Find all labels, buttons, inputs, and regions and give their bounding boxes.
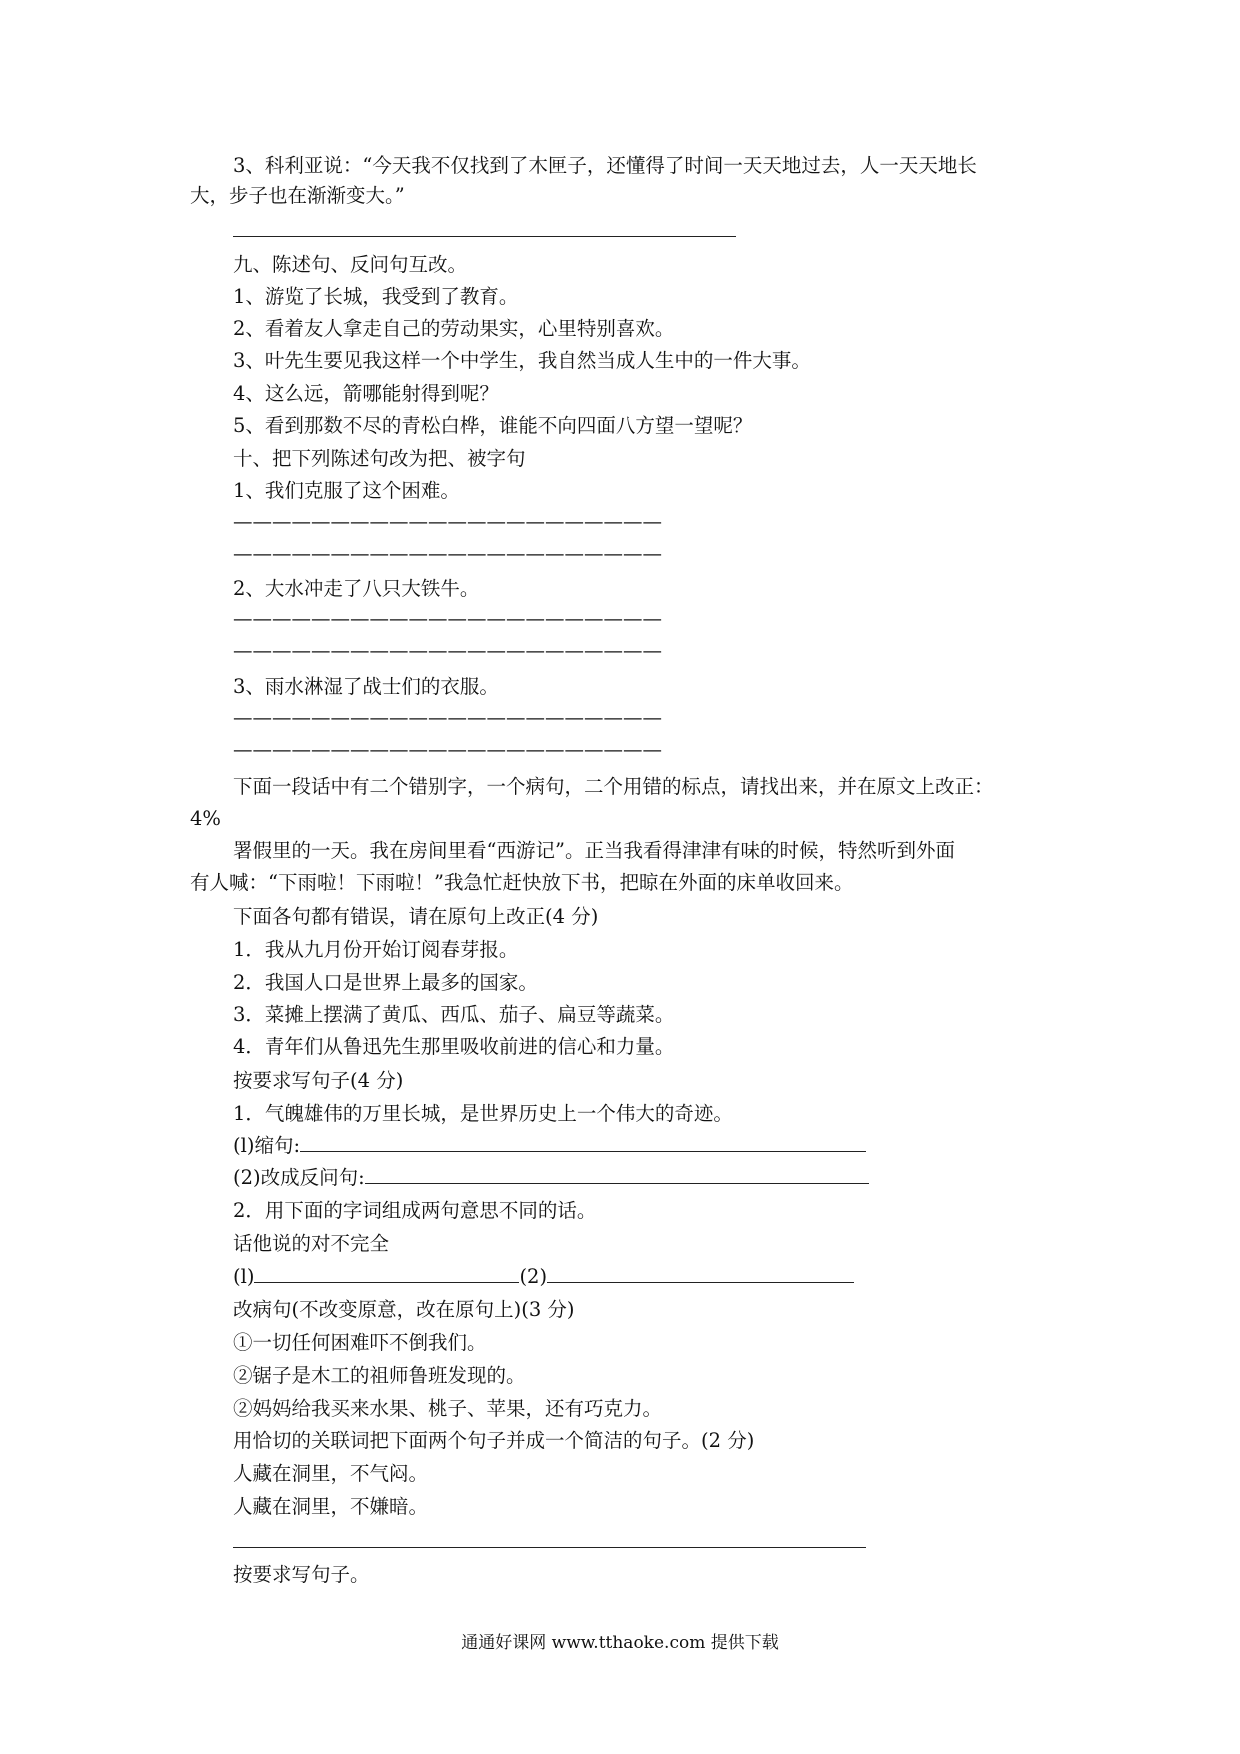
answer-line <box>300 1133 866 1152</box>
answer-line <box>365 1165 869 1184</box>
two-blanks <box>233 1264 854 1290</box>
q3-quote-line1: 3、科利亚说：“今天我不仅找到了木匣子，还懂得了时间一天天地过去，人一天天地长 <box>233 154 977 177</box>
connect-sentence: 人藏在洞里，不气闷。 <box>233 1462 429 1485</box>
sick-sentences-title: 改病句(不改变原意，改在原句上)(3 分) <box>233 1298 575 1321</box>
section9-item: 2、看着友人拿走自己的劳动果实，心里特别喜欢。 <box>233 317 675 340</box>
rhetorical-prompt <box>233 1165 869 1191</box>
fix-sentences-item: 3．菜摊上摆满了黄瓜、西瓜、茄子、扁豆等蔬菜。 <box>233 1003 675 1026</box>
connect-sentence: 人藏在洞里，不嫌暗。 <box>233 1495 429 1518</box>
connect-task-title: 用恰切的关联词把下面两个句子并成一个简洁的句子。(2 分) <box>233 1429 755 1452</box>
sick-sentences-item: ①一切任何困难吓不倒我们。 <box>233 1331 487 1354</box>
answer-dash-line: —————————————————————— <box>233 510 662 533</box>
write-sentences-title: 按要求写句子(4 分) <box>233 1069 404 1092</box>
blank1-label: (l) <box>233 1265 255 1288</box>
answer-dash-line: —————————————————————— <box>233 542 662 565</box>
footer-source: 通通好课网 www.tthaoke.com 提供下载 <box>461 1633 779 1653</box>
answer-line <box>233 236 736 237</box>
section9-item: 5、看到那数不尽的青松白桦，谁能不向四面八方望一望呢？ <box>233 414 753 437</box>
section9-item: 3、叶先生要见我这样一个中学生，我自然当成人生中的一件大事。 <box>233 349 811 372</box>
typo-task-line1: 下面一段话中有二个错别字，一个病句，二个用错的标点，请找出来，并在原文上改正： <box>233 775 994 798</box>
shorten-prompt <box>233 1133 866 1159</box>
answer-line <box>547 1264 854 1283</box>
write-sentences-item1: 1．气魄雄伟的万里长城，是世界历史上一个伟大的奇迹。 <box>233 1102 733 1125</box>
section10-item: 2、大水冲走了八只大铁牛。 <box>233 577 480 600</box>
word-list: 话他说的对不完全 <box>233 1232 390 1255</box>
blank2-label: (2) <box>519 1265 548 1288</box>
answer-dash-line: —————————————————————— <box>233 738 662 761</box>
answer-dash-line: —————————————————————— <box>233 607 662 630</box>
section10-item: 1、我们克服了这个困难。 <box>233 479 460 502</box>
write-sentences-item2: 2．用下面的字词组成两句意思不同的话。 <box>233 1199 597 1222</box>
typo-passage-line1: 署假里的一天。我在房间里看“西游记”。正当我看得津津有味的时候，特然听到外面 <box>233 839 955 862</box>
typo-task-line2: 4% <box>190 807 221 830</box>
q3-quote-line2: 大，步子也在渐渐变大。” <box>190 184 405 207</box>
section10-title: 十、把下列陈述句改为把、被字句 <box>233 447 526 470</box>
section9-item: 1、游览了长城，我受到了教育。 <box>233 285 519 308</box>
answer-line <box>233 1547 866 1548</box>
answer-dash-line: —————————————————————— <box>233 639 662 662</box>
shorten-label: (l)缩句: <box>233 1134 301 1157</box>
typo-passage-line2: 有人喊：“下雨啦！下雨啦！”我急忙赶快放下书，把晾在外面的床单收回来。 <box>190 871 854 894</box>
rhetorical-label: (2)改成反问句: <box>233 1166 365 1189</box>
answer-line <box>254 1264 519 1283</box>
section9-title: 九、陈述句、反问句互改。 <box>233 253 468 276</box>
section10-item: 3、雨水淋湿了战士们的衣服。 <box>233 675 499 698</box>
fix-sentences-item: 2．我国人口是世界上最多的国家。 <box>233 971 538 994</box>
fix-sentences-item: 4．青年们从鲁迅先生那里吸收前进的信心和力量。 <box>233 1035 675 1058</box>
fix-sentences-item: 1．我从九月份开始订阅春芽报。 <box>233 938 519 961</box>
last-task-title: 按要求写句子。 <box>233 1563 370 1586</box>
section9-item: 4、这么远，箭哪能射得到呢？ <box>233 382 499 405</box>
sick-sentences-item: ②锯子是木工的祖师鲁班发现的。 <box>233 1364 526 1387</box>
sick-sentences-item: ②妈妈给我买来水果、桃子、苹果，还有巧克力。 <box>233 1397 663 1420</box>
answer-dash-line: —————————————————————— <box>233 706 662 729</box>
fix-sentences-title: 下面各句都有错误，请在原句上改正(4 分) <box>233 905 599 928</box>
